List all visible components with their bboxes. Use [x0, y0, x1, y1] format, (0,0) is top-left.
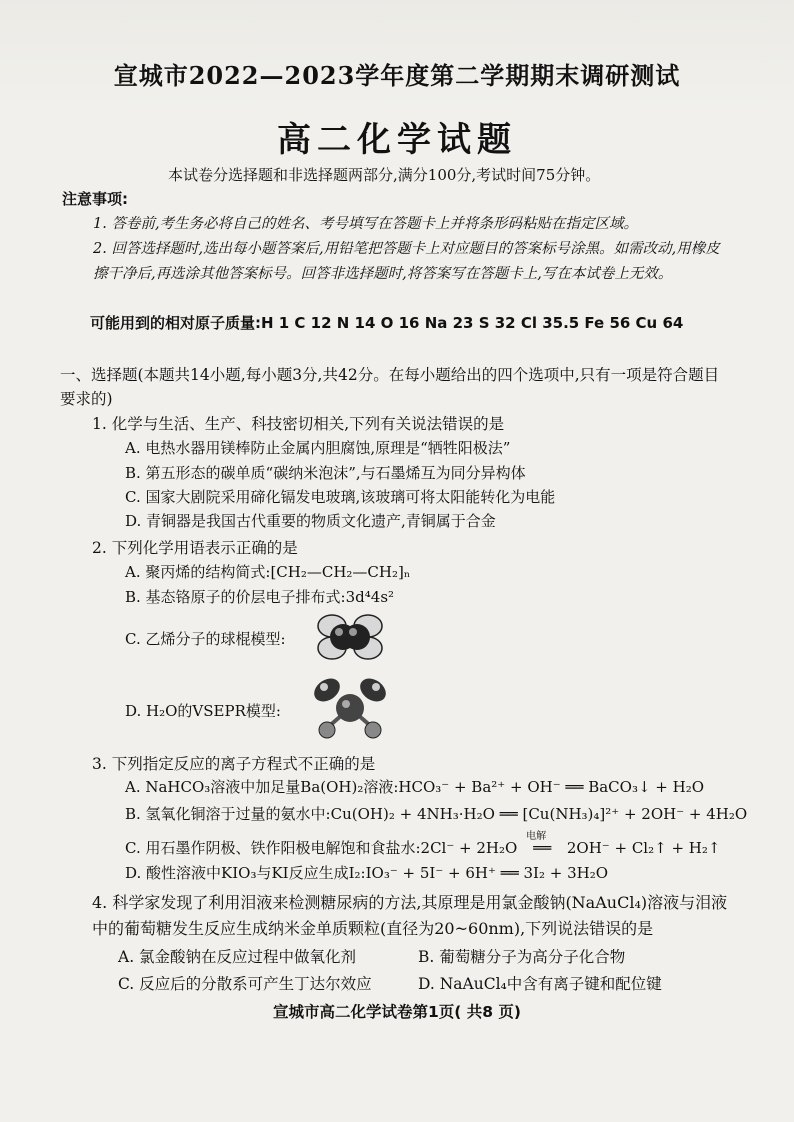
- page-footer: 宣城市高二化学试卷第1页( 共8 页): [272, 1003, 522, 1021]
- q3-option-c-reactants: C. 用石墨作阴极、铁作阳极电解饱和食盐水:2Cl⁻ + 2H₂O: [125, 839, 518, 857]
- atomic-masses: 可能用到的相对原子质量:H 1 C 12 N 14 O 16 Na 23 S 32 Cl 35.5 Fe 56 Cu 64: [90, 314, 684, 332]
- question-4-stem: 4. 科学家发现了利用泪液来检测糖尿病的方法,其原理是用氯金酸钠(NaAuCl₄)溶液与泪液中的葡萄糖发生反应生成纳米金单质颗粒(直径为20~60nm),下列说法错误的是: [92, 893, 728, 938]
- q3-option-c-products: 2OH⁻ + Cl₂↑ + H₂↑: [566, 839, 721, 857]
- ethylene-model-image: [310, 608, 390, 664]
- q2-option-d: D. H₂O的VSEPR模型:: [125, 702, 281, 720]
- q1-option-a: A. 电热水器用镁棒防止金属内胆腐蚀,原理是“牺牲阳极法”: [125, 439, 511, 457]
- q1-option-d: D. 青铜器是我国古代重要的物质文化遗产,青铜属于合金: [125, 512, 496, 530]
- q1-option-b: B. 第五形态的碳单质“碳纳米泡沫”,与石墨烯互为同分异构体: [125, 464, 526, 482]
- notes-heading: 注意事项:: [62, 190, 128, 208]
- note-item: 2. 回答选择题时,选出每小题答案后,用铅笔把答题卡上对应题目的答案标号涂黑。如需改动,用橡皮擦干净后,再选涂其他答案标号。回答非选择题时,将答案写在答题卡上,写在本试卷上无效。: [93, 241, 720, 282]
- q2-option-a: [125, 561, 410, 582]
- q1-option-c: C. 国家大剧院采用碲化镉发电玻璃,该玻璃可将太阳能转化为电能: [125, 488, 556, 506]
- q4-option-b: B. 葡萄糖分子为高分子化合物: [418, 948, 626, 966]
- q4-option-a: A. 氯金酸钠在反应过程中做氧化剂: [118, 948, 357, 966]
- q3-option-d: D. 酸性溶液中KIO₃与KI反应生成I₂:IO₃⁻ + 5I⁻ + 6H⁺ ══ 3I₂ + 3H₂O: [125, 864, 609, 882]
- bleed-through-shadow: [0, 0, 794, 110]
- polypropylene-formula: [CH₂—CH₂—CH₂]ₙ: [270, 563, 411, 581]
- q3-option-c: [125, 831, 721, 858]
- q2-option-a-label: A. 聚丙烯的结构简式:: [125, 563, 271, 581]
- electrolysis-condition: 电解: [526, 831, 547, 842]
- q3-option-b: B. 氢氧化铜溶于过量的氨水中:Cu(OH)₂ + 4NH₃·H₂O ══ [Cu(NH₃)₄]²⁺ + 2OH⁻ + 4H₂O: [125, 805, 748, 823]
- electrolysis-arrow: 电解 ══: [522, 839, 562, 857]
- q2-option-c: C. 乙烯分子的球棍模型:: [125, 630, 286, 648]
- q4-option-d: D. NaAuCl₄中含有离子键和配位键: [418, 975, 662, 993]
- q3-option-a: A. NaHCO₃溶液中加足量Ba(OH)₂溶液:HCO₃⁻ + Ba²⁺ + OH⁻ ══ BaCO₃↓ + H₂O: [125, 778, 705, 796]
- exam-intro: 本试卷分选择题和非选择题两部分,满分100分,考试时间75分钟。: [168, 166, 601, 184]
- q4-option-c: C. 反应后的分散系可产生丁达尔效应: [118, 975, 372, 993]
- water-vsepr-model-image: [305, 672, 395, 742]
- q2-option-b: B. 基态铬原子的价层电子排布式:3d⁴4s²: [125, 588, 395, 606]
- subject-title: 高二化学试题: [277, 120, 517, 160]
- question-1-stem: 1. 化学与生活、生产、科技密切相关,下列有关说法错误的是: [92, 415, 505, 433]
- exam-title: 宣城市2022—2023学年度第二学期期末调研测试: [113, 61, 681, 90]
- question-3-stem: 3. 下列指定反应的离子方程式不正确的是: [92, 755, 376, 773]
- note-item: 1. 答卷前,考生务必将自己的姓名、考号填写在答题卡上并将条形码粘贴在指定区域。: [93, 216, 639, 232]
- question-2-stem: 2. 下列化学用语表示正确的是: [92, 539, 298, 557]
- section-heading: 一、选择题(本题共14小题,每小题3分,共42分。在每小题给出的四个选项中,只有一项是符合题目要求的): [60, 366, 720, 408]
